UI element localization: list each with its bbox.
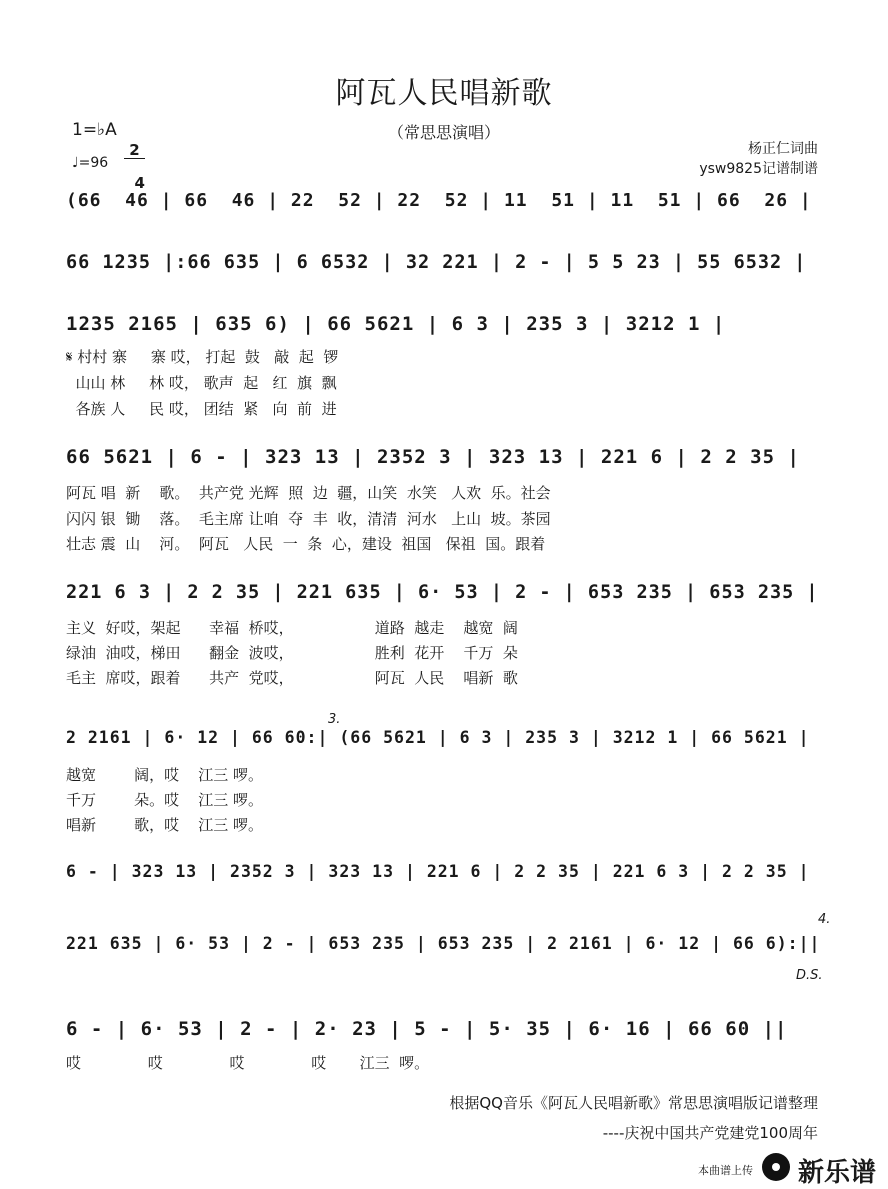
volta-3-mark: 3. <box>328 712 341 727</box>
record-disc-icon <box>762 1153 790 1181</box>
time-signature <box>124 110 145 191</box>
lyric-6-3: 唱新 歌，哎 江三 啰。 <box>66 816 263 834</box>
score-line-6: 2 2161 | 6· 12 | 66 60:| (66 5621 | 6 3 | 235 3 | 3212 1 | 66 5621 | <box>66 728 810 747</box>
site-logo-text: 新乐谱 <box>797 1158 876 1188</box>
performer-subtitle: （常思思演唱） <box>387 123 500 142</box>
score-line-9: 6 - | 6· 53 | 2 - | 2· 23 | 5 - | 5· 35 | 6· 16 | 66 60 || <box>66 1018 788 1040</box>
song-title: 阿瓦人民唱新歌 <box>335 76 553 111</box>
tempo-marking: ♩=96 <box>72 155 109 171</box>
score-line-5: 221 6 3 | 2 2 35 | 221 635 | 6· 53 | 2 - | 653 235 | 653 235 | <box>66 582 819 603</box>
lyric-5-2: 绿油 油哎，梯田 翻金 波哎， 胜利 花开 千万 朵 <box>66 644 518 662</box>
key-signature: 1=♭A <box>72 120 117 140</box>
score-line-3: 1235 2165 | 635 6) | 66 5621 | 6 3 | 235 3 | 3212 1 | <box>66 313 726 335</box>
lyric-5-1: 主义 好哎，架起 幸福 桥哎， 道路 越走 越宽 阔 <box>66 619 518 637</box>
volta-4-mark: 4. <box>818 912 831 927</box>
lyric-3-3: 各族 人 民 哎， 团结 紧 向 前 进 <box>66 400 337 418</box>
lyric-6-2: 千万 朵。哎 江三 啰。 <box>66 791 263 809</box>
dal-segno-mark: D.S. <box>796 968 823 983</box>
lyric-9-1: 哎 哎 哎 哎 江三 啰。 <box>66 1054 430 1072</box>
score-line-2: 66 1235 |:66 635 | 6 6532 | 32 221 | 2 - | 5 5 23 | 55 6532 | <box>66 252 807 273</box>
lyric-4-1: 阿瓦 唱 新 歌。 共产党 光辉 照 边 疆，山笑 水笑 人欢 乐。社会 <box>66 484 551 502</box>
score-line-4: 66 5621 | 6 - | 323 13 | 2352 3 | 323 13 | 221 6 | 2 2 35 | <box>66 446 800 468</box>
source-note: 根据QQ音乐《阿瓦人民唱新歌》常思思演唱版记谱整理 <box>449 1094 818 1112</box>
time-signature-top: 2 <box>124 142 145 159</box>
lyric-5-3: 毛主 席哎，跟着 共产 党哎， 阿瓦 人民 唱新 歌 <box>66 669 518 687</box>
lyric-4-3: 壮志 震 山 河。 阿瓦 人民 一 条 心，建设 祖国 保祖 国。跟着 <box>66 535 546 553</box>
lyric-3-1: 𝄋 村村 寨 寨 哎， 打起 鼓 敲 起 锣 <box>66 348 339 366</box>
lyric-3-2: 山山 林 林 哎， 歌声 起 红 旗 飘 <box>66 374 337 392</box>
time-signature-bottom: 4 <box>134 174 145 192</box>
dedication-note: ----庆祝中国共产党建党100周年 <box>602 1124 818 1142</box>
lyric-4-2: 闪闪 银 锄 落。 毛主席 让咱 夺 丰 收，清清 河水 上山 坡。茶园 <box>66 510 551 528</box>
score-line-8: 221 635 | 6· 53 | 2 - | 653 235 | 653 235 | 2 2161 | 6· 12 | 66 6):|| <box>66 934 821 953</box>
arranger-credit: ysw9825记谱制谱 <box>699 161 818 177</box>
upload-note: 本曲谱上传 <box>698 1164 753 1177</box>
score-line-1: (66 46 | 66 46 | 22 52 | 22 52 | 11 51 | 11 51 | 66 26 | <box>66 190 812 211</box>
score-line-7: 6 - | 323 13 | 2352 3 | 323 13 | 221 6 | 2 2 35 | 221 6 3 | 2 2 35 | <box>66 862 810 881</box>
author-credit: 杨正仁词曲 <box>748 141 818 157</box>
lyric-6-1: 越宽 阔，哎 江三 啰。 <box>66 766 263 784</box>
